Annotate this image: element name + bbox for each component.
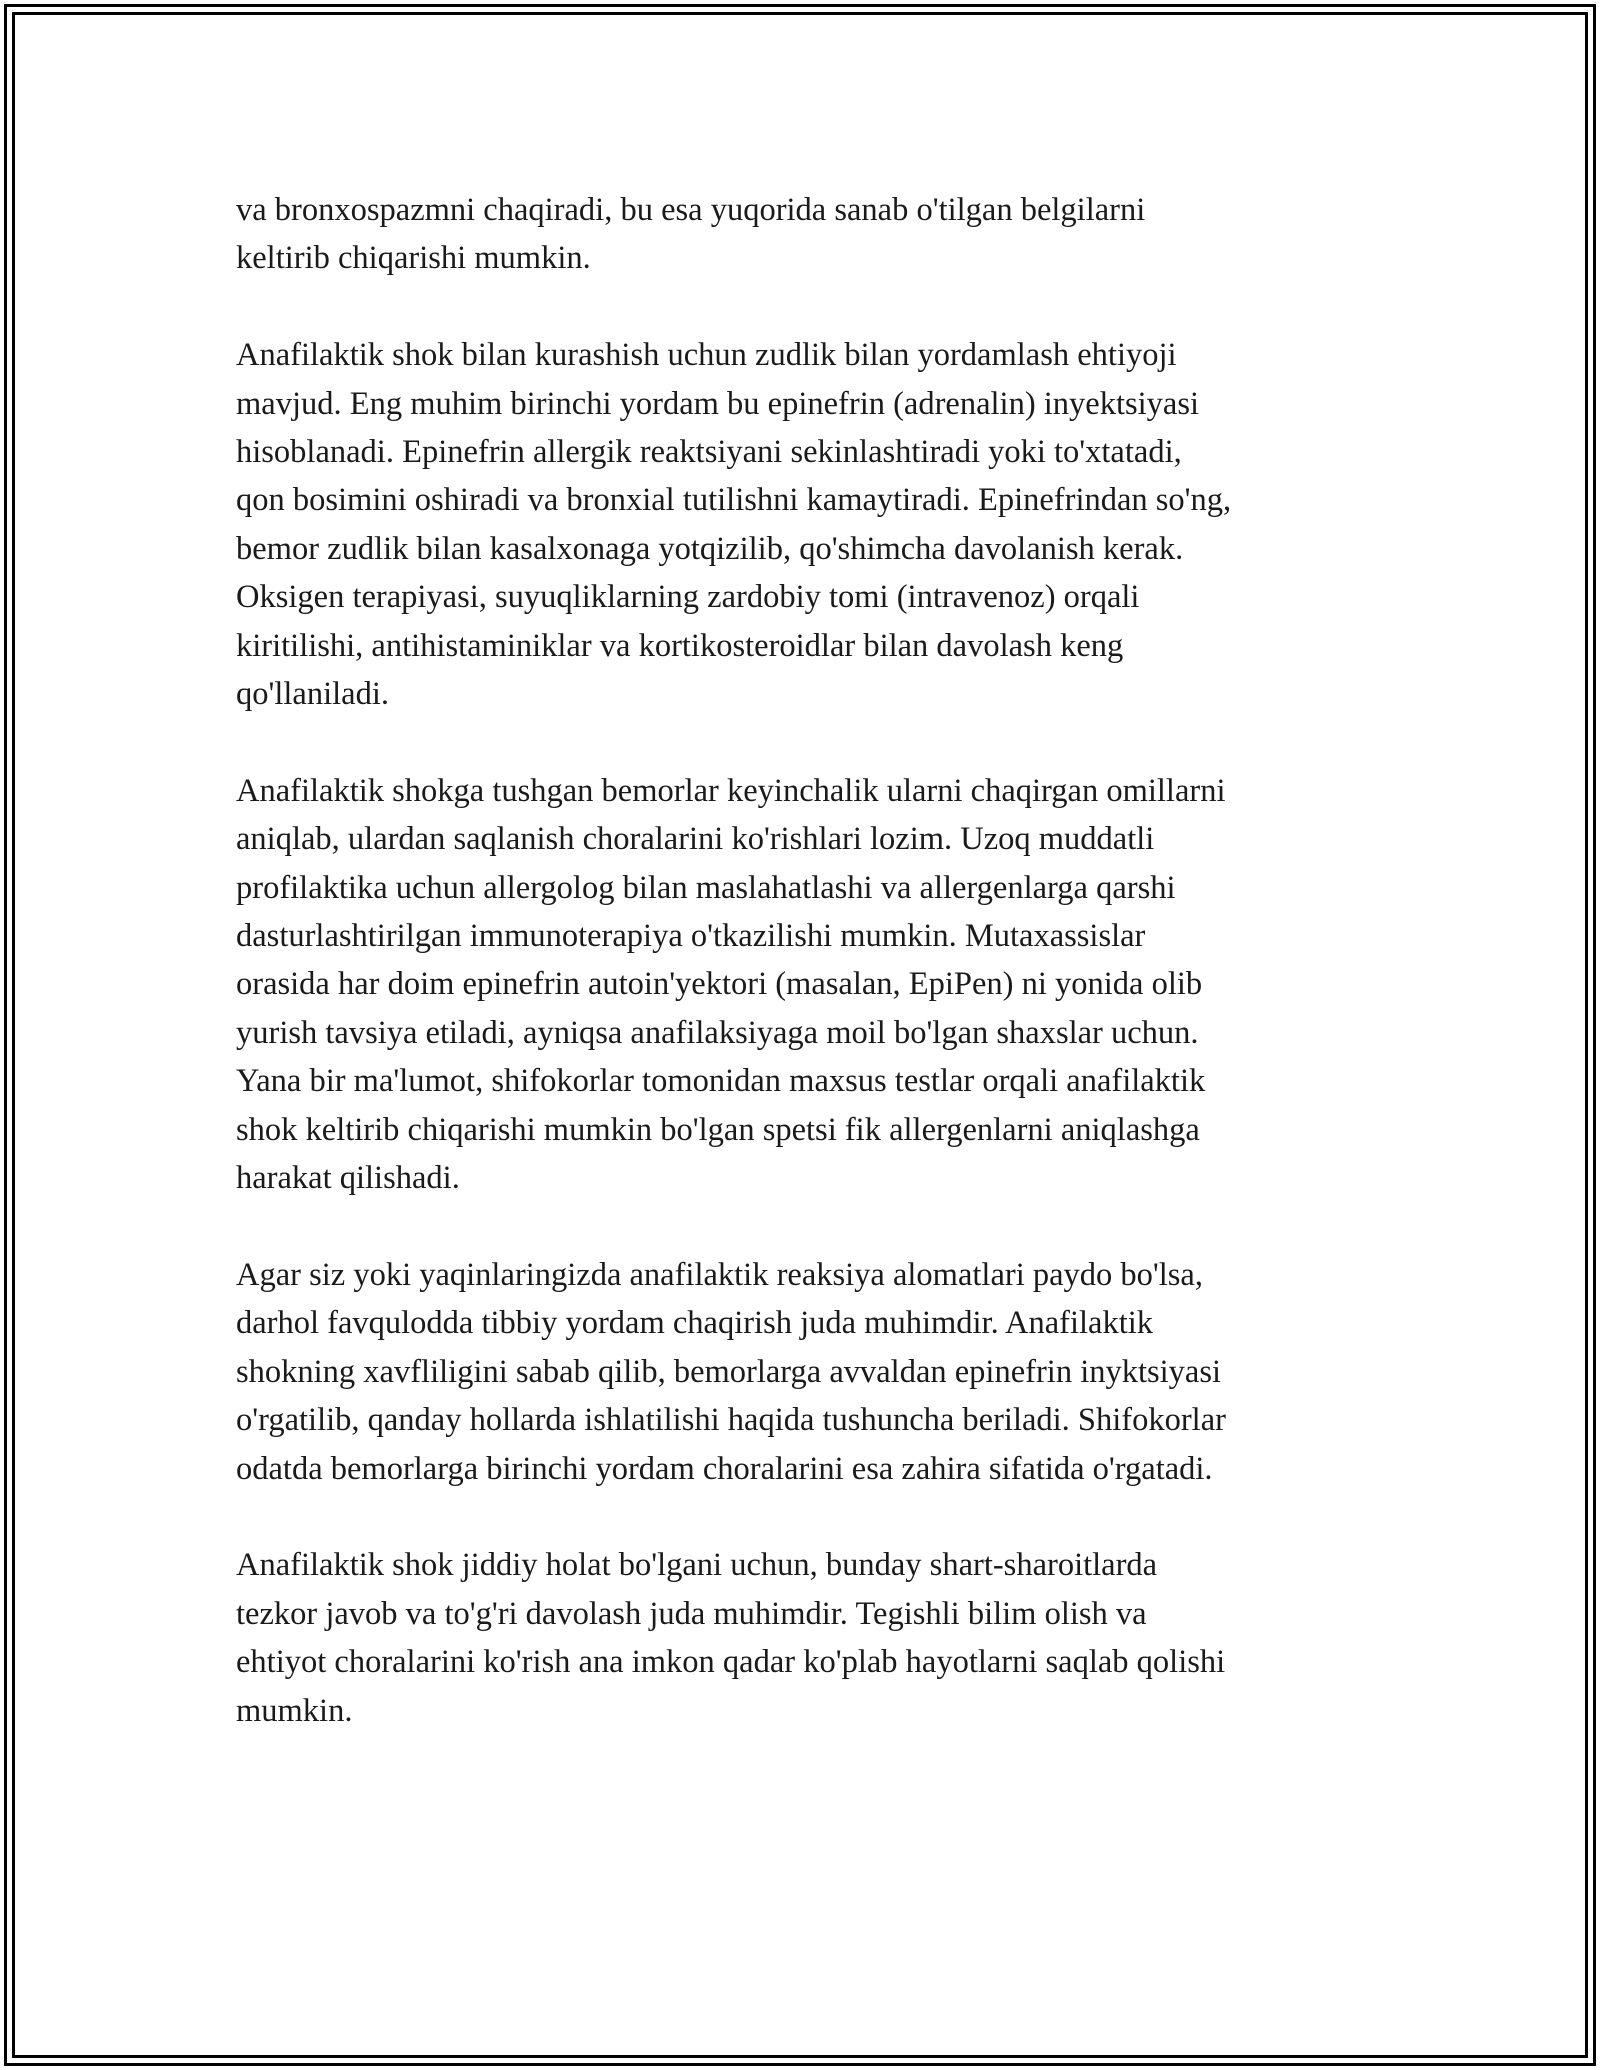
paragraph-1: va bronxospazmni chaqiradi, bu esa yuqorida sanab o'tilgan belgilarni keltirib chiqarishi mumkin. [236,192,1146,277]
paragraph-2: Anafilaktik shok bilan kurashish uchun zudlik bilan yordamlash ehtiyoji mavjud. Eng muhim birinchi yordam bu epinefrin (adrenalin) inyektsiyasi hisoblanadi. Epinefrin allergik reaktsiyani sekinlashtiradi yoki to'xtatadi, qon bosimini oshiradi va bronxial tutilishni kamaytiradi. Epinefrindan so'ng, bemor zudlik bilan kasalxonaga yotqizilib, qo'shimcha davolanish kerak. Oksigen terapiyasi, suyuqliklarning zardobiy tomi (intravenoz) orqali kiritilishi, antihistaminiklar va kortikosteroidlar bilan davolash keng qo'llaniladi. [236,337,1232,713]
paragraph-3: Anafilaktik shokga tushgan bemorlar keyinchalik ularni chaqirgan omillarni aniqlab, ulardan saqlanish choralarini ko'rishlari lozim. Uzoq muddatli profilaktika uchun allergolog bilan maslahatlashi va allergenlarga qarshi dasturlashtirilgan immunoterapiya o'tkazilishi mumkin. Mutaxassislar orasida har doim epinefrin autoin'yektori (masalan, EpiPen) ni yonida olib yurish tavsiya etiladi, ayniqsa anafilaksiyaga moil bo'lgan shaxslar uchun. Yana bir ma'lumot, shifokorlar tomonidan maxsus testlar orqali anafilaktik shok keltirib chiqarishi mumkin bo'lgan spetsi fik allergenlarni aniqlashga harakat qilishadi. [236,772,1226,1197]
paragraph-5: Anafilaktik shok jiddiy holat bo'lgani uchun, bunday shart-sharoitlarda tezkor javob va to'g'ri davolash juda muhimdir. Tegishli bilim olish va ehtiyot choralarini ko'rish ana imkon qadar ko'plab hayotlarni saqlab qolishi mumkin. [236,1547,1226,1729]
document-body [236,186,1366,1783]
paragraph-4: Agar siz yoki yaqinlaringizda anafilaktik reaksiya alomatlari paydo bo'lsa, darhol favqulodda tibbiy yordam chaqirish juda muhimdir. Anafilaktik shokning xavfliligini sabab qilib, bemorlarga avvaldan epinefrin inyktsiyasi o'rgatilib, qanday hollarda ishlatilishi haqida tushuncha beriladi. Shifokorlar odatda bemorlarga birinchi yordam choralarini esa zahira sifatida o'rgatadi. [236,1256,1226,1487]
